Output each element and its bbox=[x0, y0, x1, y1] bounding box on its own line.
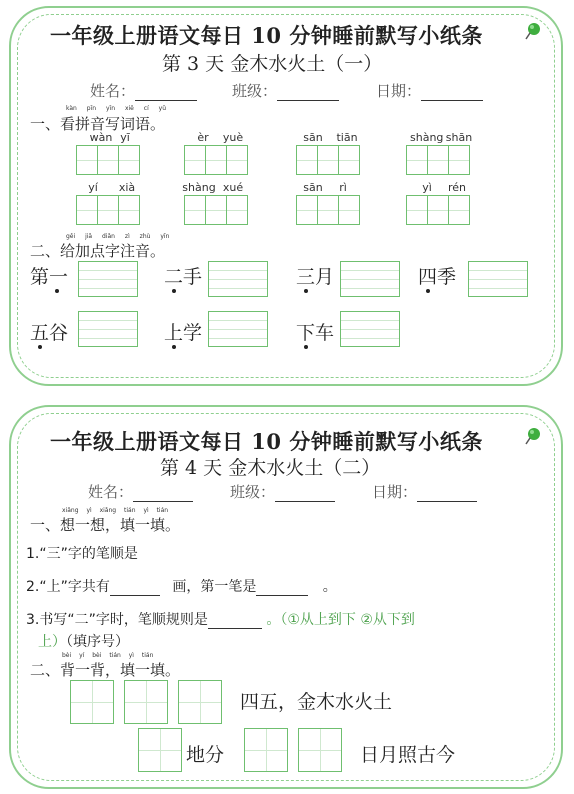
dotted-word: 二手 bbox=[164, 266, 203, 288]
dotted-word: 下车 bbox=[296, 322, 335, 344]
word-writing-grid[interactable] bbox=[76, 195, 140, 225]
pinyin-label: wàn bbox=[89, 131, 113, 144]
question-1: 1.“三”字的笔顺是 bbox=[26, 546, 138, 562]
class-field[interactable] bbox=[230, 481, 335, 502]
poem-line-2a: 地分 bbox=[186, 744, 225, 766]
dotted-word: 四季 bbox=[418, 266, 457, 288]
name-field[interactable] bbox=[90, 80, 197, 101]
word-writing-grid[interactable] bbox=[296, 145, 360, 175]
poem-line-1: 四五，金木水火土 bbox=[240, 691, 393, 713]
emphasis-dot bbox=[172, 289, 176, 293]
phonetic-answer-box[interactable] bbox=[78, 261, 138, 297]
tianzige-box[interactable] bbox=[298, 728, 342, 772]
date-field[interactable] bbox=[372, 481, 477, 502]
date-label: 日期： bbox=[372, 483, 418, 501]
name-field[interactable] bbox=[88, 481, 193, 502]
word-writing-grid[interactable] bbox=[184, 195, 248, 225]
date-label: 日期： bbox=[376, 82, 422, 100]
tianzige-box[interactable] bbox=[178, 680, 222, 724]
section-heading: 一、想一想，填一填。 bbox=[30, 516, 181, 534]
phonetic-answer-box[interactable] bbox=[340, 311, 400, 347]
pinyin-label: yī bbox=[120, 131, 130, 144]
tianzige-box[interactable] bbox=[124, 680, 168, 724]
word-writing-grid[interactable] bbox=[76, 145, 140, 175]
date-field[interactable] bbox=[376, 80, 483, 101]
sec2-pinyin: bèi yí bèi tián yì tián bbox=[62, 652, 154, 659]
class-label: 班级： bbox=[230, 483, 276, 501]
answer-blank[interactable] bbox=[208, 614, 262, 629]
question-3-cont: 上）（填序号） bbox=[38, 634, 129, 650]
pinyin-label: yuè bbox=[222, 131, 244, 144]
pinyin-label: rì bbox=[339, 181, 347, 194]
pushpin-icon bbox=[524, 427, 542, 445]
emphasis-dot bbox=[304, 345, 308, 349]
sec1-pinyin: xiǎng yì xiǎng tián yì tián bbox=[62, 507, 169, 514]
dotted-word: 五谷 bbox=[30, 322, 69, 344]
section-heading: 一、看拼音写词语。 bbox=[30, 115, 166, 133]
pinyin-label: yí bbox=[88, 181, 98, 194]
word-writing-grid[interactable] bbox=[296, 195, 360, 225]
pushpin-icon bbox=[524, 22, 542, 40]
pinyin-label: yì bbox=[422, 181, 432, 194]
tianzige-box[interactable] bbox=[138, 728, 182, 772]
dotted-word: 上学 bbox=[164, 322, 203, 344]
card-title: 一年级上册语文每日 10 分钟睡前默写小纸条 bbox=[50, 429, 483, 454]
tianzige-box[interactable] bbox=[244, 728, 288, 772]
emphasis-dot bbox=[38, 345, 42, 349]
word-writing-grid[interactable] bbox=[184, 145, 248, 175]
pinyin-label: tiān bbox=[336, 131, 358, 144]
pinyin-label: sān bbox=[303, 131, 323, 144]
pinyin-label: èr bbox=[197, 131, 209, 144]
name-label: 姓名： bbox=[90, 82, 136, 100]
emphasis-dot bbox=[172, 345, 176, 349]
answer-blank[interactable] bbox=[256, 581, 308, 596]
card-title: 一年级上册语文每日 10 分钟睡前默写小纸条 bbox=[50, 23, 483, 48]
emphasis-dot bbox=[304, 289, 308, 293]
sec1-pinyin: kàn pīn yīn xiě cí yǔ bbox=[66, 105, 167, 112]
answer-blank[interactable] bbox=[110, 581, 160, 596]
phonetic-answer-box[interactable] bbox=[340, 261, 400, 297]
name-label: 姓名： bbox=[88, 483, 134, 501]
phonetic-answer-box[interactable] bbox=[78, 311, 138, 347]
question-2: 2.“上”字共有 画，第一笔是 。 bbox=[26, 579, 337, 595]
poem-line-2b: 日月照古今 bbox=[360, 744, 456, 766]
phonetic-answer-box[interactable] bbox=[468, 261, 528, 297]
word-writing-grid[interactable] bbox=[406, 195, 470, 225]
phonetic-answer-box[interactable] bbox=[208, 311, 268, 347]
emphasis-dot bbox=[426, 289, 430, 293]
card-subtitle: 第 3 天 金木水火土（一） bbox=[162, 53, 383, 75]
emphasis-dot bbox=[55, 289, 59, 293]
class-label: 班级： bbox=[232, 82, 278, 100]
pinyin-label: shàng bbox=[182, 181, 216, 194]
dotted-word: 三月 bbox=[296, 266, 335, 288]
class-field[interactable] bbox=[232, 80, 339, 101]
pinyin-label: shān bbox=[445, 131, 473, 144]
pinyin-label: xià bbox=[118, 181, 136, 194]
dotted-word: 第一 bbox=[30, 266, 69, 288]
word-writing-grid[interactable] bbox=[406, 145, 470, 175]
pinyin-label: rén bbox=[447, 181, 467, 194]
question-3: 3.书写“二”字时，笔顺规则是 。（①从上到下 ②从下到 bbox=[26, 612, 415, 628]
section-heading: 二、背一背，填一填。 bbox=[30, 661, 181, 679]
phonetic-answer-box[interactable] bbox=[208, 261, 268, 297]
pinyin-label: sān bbox=[303, 181, 323, 194]
tianzige-box[interactable] bbox=[70, 680, 114, 724]
card-subtitle: 第 4 天 金木水火土（二） bbox=[160, 457, 381, 479]
pinyin-label: xué bbox=[222, 181, 244, 194]
section-heading: 二、给加点字注音。 bbox=[30, 242, 166, 260]
sec2-pinyin: gěi jiā diǎn zì zhù yīn bbox=[66, 233, 170, 240]
pinyin-label: shàng bbox=[410, 131, 444, 144]
